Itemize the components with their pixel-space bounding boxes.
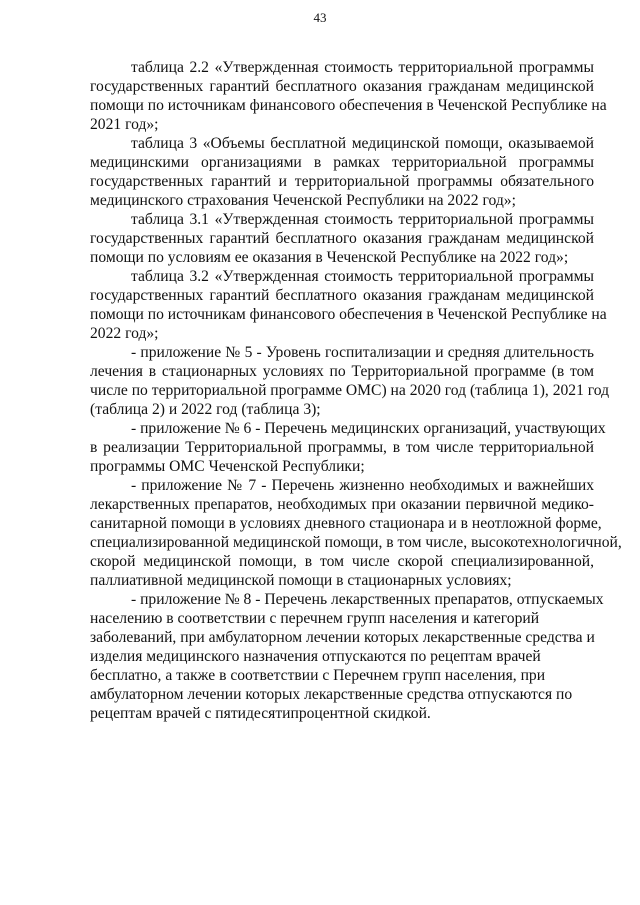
text-line: (таблица 2) и 2022 год (таблица 3);: [90, 401, 321, 418]
text-line: числе по территориальной программе ОМС) на 2020 год (таблица 1), 2021 год: [90, 382, 610, 399]
text-line: бесплатно, а также в соответствии с Перечнем групп населения, при: [90, 667, 546, 684]
text-line: изделия медицинского назначения отпускаются по рецептам врачей: [90, 648, 541, 665]
text-line: программы ОМС Чеченской Республики;: [90, 458, 365, 475]
text-line: санитарной помощи в условиях дневного стационара и в неотложной форме,: [90, 515, 602, 532]
text-line: государственных гарантий и территориальной программы обязательного: [90, 173, 594, 190]
text-line: 2022 год»;: [90, 325, 159, 342]
text-line: таблица 3.2 «Утвержденная стоимость территориальной программы: [131, 268, 594, 285]
text-line: паллиативной медицинской помощи в стационарных условиях;: [90, 572, 512, 589]
text-line: помощи по условиям ее оказания в Чеченской Республике на 2022 год»;: [90, 249, 569, 266]
text-line: амбулаторном лечении которых лекарственные средства отпускаются по: [90, 686, 573, 703]
text-line: помощи по источникам финансового обеспечения в Чеченской Республике на: [90, 306, 607, 323]
text-line: государственных гарантий бесплатного оказания гражданам медицинской: [90, 230, 594, 247]
text-line: медицинского страхования Чеченской Республики на 2022 год»;: [90, 192, 516, 209]
text-line: лекарственных препаратов, необходимых при оказании первичной медико-: [90, 496, 594, 513]
text-line: населению в соответствии с перечнем групп населения и категорий: [90, 610, 540, 627]
text-line: таблица 3 «Объемы бесплатной медицинской помощи, оказываемой: [131, 135, 594, 152]
text-line: помощи по источникам финансового обеспечения в Чеченской Республике на: [90, 97, 607, 114]
text-line: таблица 3.1 «Утвержденная стоимость территориальной программы: [131, 211, 594, 228]
text-line: специализированной медицинской помощи, в том числе, высокотехнологичной,: [90, 534, 622, 551]
text-line: - приложение № 5 - Уровень госпитализации и средняя длительность: [131, 344, 594, 361]
text-line: таблица 2.2 «Утвержденная стоимость территориальной программы: [131, 59, 594, 76]
text-line: - приложение № 7 - Перечень жизненно необходимых и важнейших: [131, 477, 594, 494]
text-line: скорой медицинской помощи, в том числе скорой специализированной,: [90, 553, 594, 570]
text-line: лечения в стационарных условиях по Территориальной программе (в том: [90, 363, 594, 380]
text-line: медицинскими организациями в рамках территориальной программы: [90, 154, 594, 171]
text-line: государственных гарантий бесплатного оказания гражданам медицинской: [90, 287, 594, 304]
text-line: в реализации Территориальной программы, в том числе территориальной: [90, 439, 594, 456]
text-line: рецептам врачей с пятидесятипроцентной скидкой.: [90, 705, 431, 722]
text-line: - приложение № 8 - Перечень лекарственных препаратов, отпускаемых: [131, 591, 604, 608]
page-number: 43: [313, 10, 327, 25]
text-line: 2021 год»;: [90, 116, 159, 133]
text-line: - приложение № 6 - Перечень медицинских организаций, участвующих: [131, 420, 606, 437]
text-line: заболеваний, при амбулаторном лечении которых лекарственные средства и: [90, 629, 595, 646]
text-line: государственных гарантий бесплатного оказания гражданам медицинской: [90, 78, 594, 95]
